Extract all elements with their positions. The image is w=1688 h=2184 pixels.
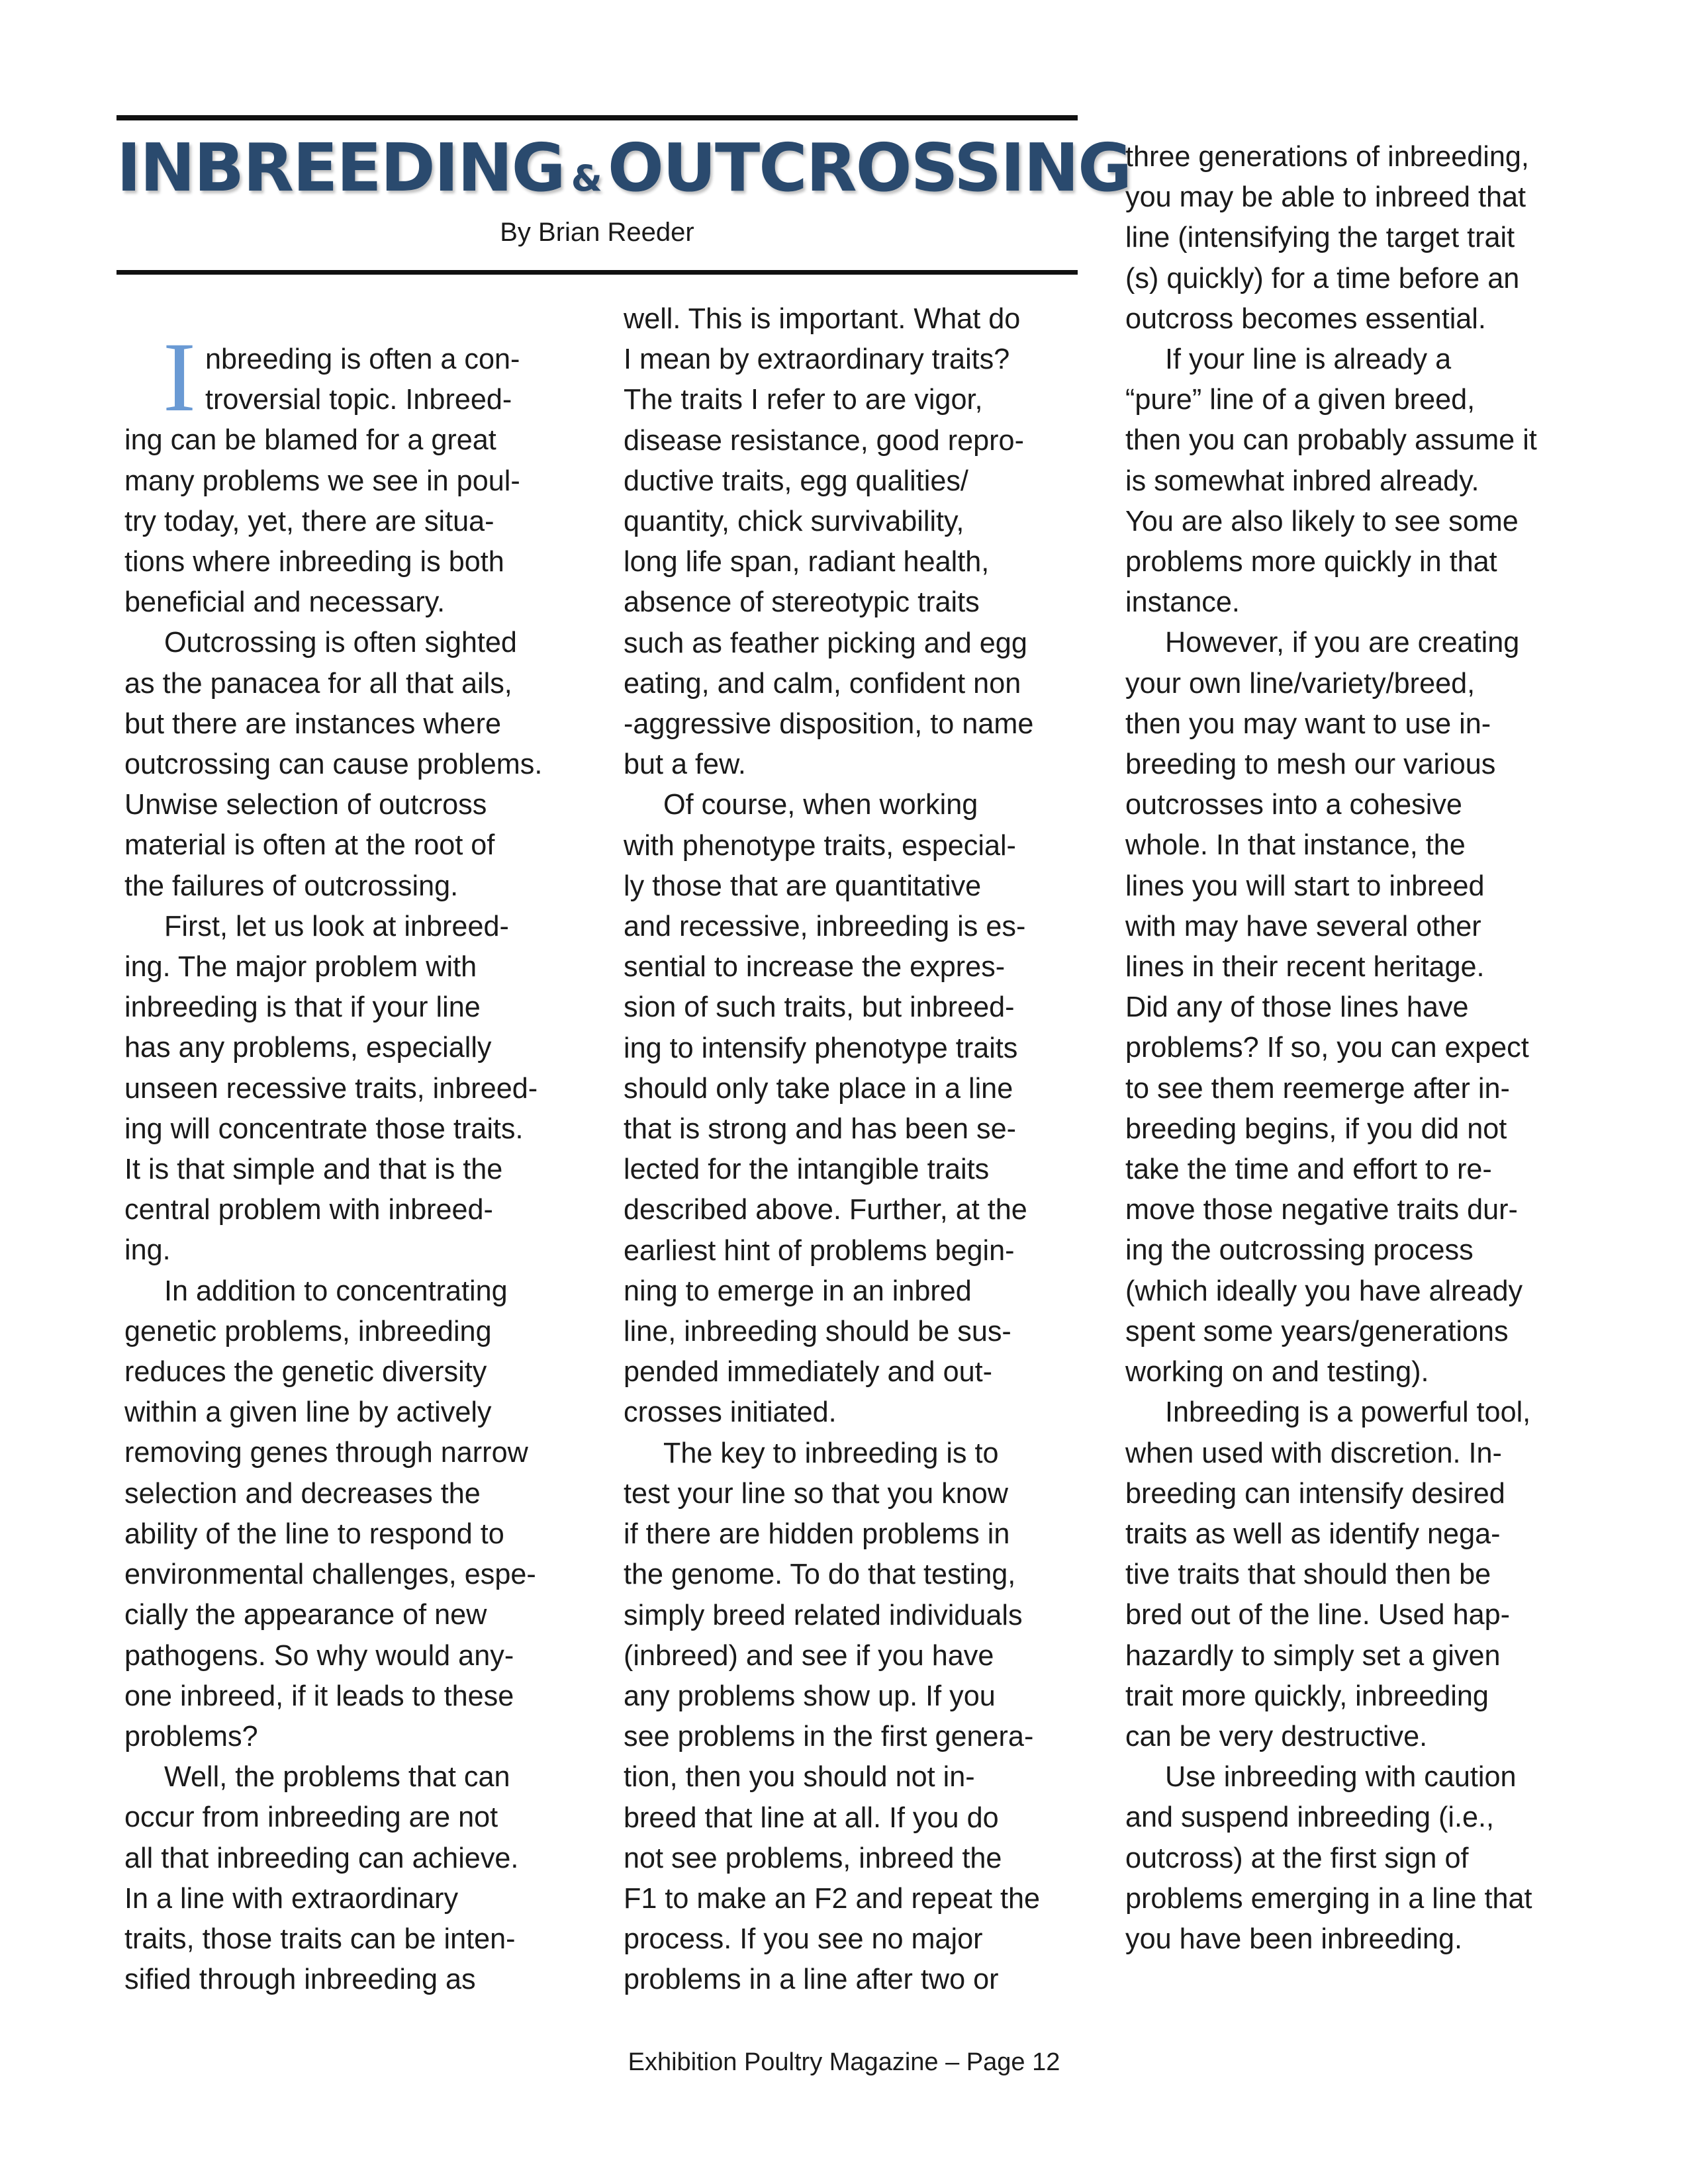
text-line: Outcrossing is often sighted	[164, 627, 517, 659]
text-line: (which ideally you have already	[1125, 1275, 1523, 1307]
text-line: lected for the intangible traits	[624, 1154, 990, 1186]
text-line: hazardly to simply set a given	[1125, 1639, 1501, 1672]
text-line: take the time and effort to re-	[1125, 1154, 1492, 1186]
text-line: However, if you are creating	[1165, 627, 1520, 659]
title-ampersand: &	[571, 158, 601, 199]
text-line: breeding to mesh our various	[1125, 749, 1496, 781]
text-line: The traits I refer to are vigor,	[624, 384, 983, 416]
text-line: the genome. To do that testing,	[624, 1559, 1016, 1591]
text-line: eating, and calm, confident non	[624, 667, 1021, 700]
text-line: ly those that are quantitative	[624, 870, 982, 902]
text-line: the failures of outcrossing.	[124, 870, 459, 902]
text-line: In addition to concentrating	[164, 1275, 508, 1307]
text-line: test your line so that you know	[624, 1477, 1008, 1510]
text-line: working on and testing).	[1125, 1356, 1429, 1388]
text-line: ing.	[124, 1234, 171, 1267]
text-line: sified through inbreeding as	[124, 1964, 476, 1996]
text-line: problems?	[124, 1720, 258, 1752]
text-line: First, let us look at inbreed-	[164, 910, 509, 942]
text-line: In a line with extraordinary	[124, 1882, 459, 1915]
text-line: see problems in the first genera-	[624, 1721, 1034, 1753]
text-line: Well, the problems that can	[164, 1761, 510, 1794]
text-line: problems? If so, you can expect	[1125, 1032, 1529, 1064]
text-line: process. If you see no major	[624, 1923, 983, 1956]
text-line: three generations of inbreeding,	[1125, 141, 1529, 173]
text-line: and suspend inbreeding (i.e.,	[1125, 1801, 1495, 1834]
column-3	[1125, 137, 1575, 1960]
text-line: long life span, radiant health,	[624, 546, 990, 578]
text-line: earliest hint of problems begin-	[624, 1234, 1015, 1267]
text-line: then you may want to use in-	[1125, 707, 1491, 740]
text-line: try today, yet, there are situa-	[124, 505, 494, 537]
text-line: to see them reemerge after in-	[1125, 1072, 1510, 1105]
text-line: beneficial and necessary.	[124, 586, 445, 619]
text-line: troversial topic. Inbreed-	[205, 384, 512, 416]
text-line: quantity, chick survivability,	[624, 506, 964, 538]
text-line: your own line/variety/breed,	[1125, 667, 1476, 700]
text-line: outcrosses into a cohesive	[1125, 789, 1462, 821]
text-line: tive traits that should then be	[1125, 1559, 1491, 1591]
text-line: you have been inbreeding.	[1125, 1923, 1463, 1955]
text-line: Did any of those lines have	[1125, 991, 1469, 1024]
text-line: is somewhat inbred already.	[1125, 465, 1479, 497]
text-line: material is often at the root of	[124, 829, 495, 862]
drop-cap: I	[163, 322, 196, 432]
text-line: breeding begins, if you did not	[1125, 1113, 1507, 1145]
title-rule-bottom	[117, 270, 1078, 275]
title-part-1: INBREEDING	[117, 129, 565, 206]
text-line: ability of the line to respond to	[124, 1518, 504, 1550]
text-line: unseen recessive traits, inbreed-	[124, 1072, 538, 1105]
text-line: but there are instances where	[124, 707, 501, 740]
text-line: pended immediately and out-	[624, 1356, 992, 1388]
text-line: sential to increase the expres-	[624, 951, 1006, 983]
text-line: described above. Further, at the	[624, 1194, 1027, 1226]
text-line: as the panacea for all that ails,	[124, 667, 512, 700]
text-line: central problem with inbreed-	[124, 1194, 493, 1226]
text-line: Of course, when working	[663, 789, 978, 821]
text-line: line, inbreeding should be sus-	[624, 1316, 1011, 1348]
title-part-2: OUTCROSSING	[607, 129, 1131, 206]
text-line: ing the outcrossing process	[1125, 1234, 1474, 1267]
text-line: trait more quickly, inbreeding	[1125, 1680, 1489, 1712]
text-line: any problems show up. If you	[624, 1680, 996, 1712]
text-line: tion, then you should not in-	[624, 1761, 975, 1794]
text-line: I mean by extraordinary traits?	[624, 343, 1010, 376]
text-line: genetic problems, inbreeding	[124, 1315, 492, 1347]
text-line: with may have several other	[1125, 910, 1481, 942]
text-line: ning to emerge in an inbred	[624, 1275, 972, 1307]
text-line: (inbreed) and see if you have	[624, 1639, 994, 1672]
text-line: occur from inbreeding are not	[124, 1801, 498, 1834]
text-line: outcross) at the first sign of	[1125, 1842, 1469, 1874]
text-line: sion of such traits, but inbreed-	[624, 991, 1015, 1024]
page-footer: Exhibition Poultry Magazine – Page 12	[628, 2048, 1060, 2076]
text-line: can be very destructive.	[1125, 1720, 1428, 1752]
text-line: outcrossing can cause problems.	[124, 749, 543, 781]
text-line: pathogens. So why would any-	[124, 1639, 514, 1672]
text-line: outcross becomes essential.	[1125, 302, 1486, 335]
text-line: whole. In that instance, the	[1125, 829, 1466, 862]
text-line: but a few.	[624, 749, 746, 781]
text-line: if there are hidden problems in	[624, 1518, 1010, 1551]
text-line: instance.	[1125, 586, 1240, 619]
text-line: disease resistance, good repro-	[624, 424, 1024, 457]
byline: By Brian Reeder	[500, 218, 694, 247]
text-line: within a given line by actively	[124, 1396, 492, 1429]
text-line: then you can probably assume it	[1125, 424, 1537, 457]
text-line: many problems we see in poul-	[124, 465, 520, 497]
text-line: when used with discretion. In-	[1125, 1437, 1502, 1469]
text-line: -aggressive disposition, to name	[624, 708, 1034, 741]
text-line: problems emerging in a line that	[1125, 1882, 1532, 1915]
text-line: not see problems, inbreed the	[624, 1842, 1002, 1874]
text-line: cially the appearance of new	[124, 1599, 487, 1631]
text-line: such as feather picking and egg	[624, 627, 1027, 659]
text-line: all that inbreeding can achieve.	[124, 1842, 519, 1874]
text-line: You are also likely to see some	[1125, 505, 1519, 537]
text-line: ductive traits, egg qualities/	[624, 465, 968, 497]
text-line: should only take place in a line	[624, 1072, 1013, 1105]
text-line: It is that simple and that is the	[124, 1154, 503, 1186]
text-line: that is strong and has been se-	[624, 1113, 1017, 1146]
text-line: ing to intensify phenotype traits	[624, 1032, 1018, 1064]
text-line: ing will concentrate those traits.	[124, 1113, 524, 1145]
text-line: nbreeding is often a con-	[205, 343, 520, 375]
text-line: If your line is already a	[1165, 343, 1452, 376]
text-line: ing can be blamed for a great	[124, 424, 496, 457]
text-line: The key to inbreeding is to	[663, 1437, 999, 1469]
text-line: you may be able to inbreed that	[1125, 181, 1526, 214]
text-line: well. This is important. What do	[624, 303, 1021, 335]
text-line: move those negative traits dur-	[1125, 1194, 1518, 1226]
text-line: inbreeding is that if your line	[124, 991, 481, 1024]
text-line: Use inbreeding with caution	[1165, 1761, 1517, 1794]
text-line: and recessive, inbreeding is es-	[624, 911, 1026, 943]
text-line: traits, those traits can be inten-	[124, 1923, 516, 1955]
text-line: removing genes through narrow	[124, 1437, 528, 1469]
text-line: lines you will start to inbreed	[1125, 870, 1485, 902]
text-line: reduces the genetic diversity	[124, 1356, 487, 1388]
text-line: tions where inbreeding is both	[124, 546, 504, 578]
text-line: absence of stereotypic traits	[624, 586, 980, 619]
text-line: line (intensifying the target trait	[1125, 222, 1515, 254]
text-line: Unwise selection of outcross	[124, 789, 487, 821]
text-line: lines in their recent heritage.	[1125, 951, 1485, 983]
text-line: traits as well as identify nega-	[1125, 1518, 1501, 1550]
text-line: problems more quickly in that	[1125, 546, 1497, 578]
article-title	[117, 126, 1131, 221]
text-line: selection and decreases the	[124, 1477, 481, 1510]
text-line: (s) quickly) for a time before an	[1125, 262, 1520, 295]
text-line: breed that line at all. If you do	[624, 1801, 999, 1834]
text-line: with phenotype traits, especial-	[624, 829, 1016, 862]
text-line: simply breed related individuals	[624, 1599, 1023, 1631]
title-rule-top	[117, 115, 1078, 120]
text-line: breeding can intensify desired	[1125, 1477, 1505, 1510]
text-line: Inbreeding is a powerful tool,	[1165, 1396, 1531, 1429]
text-line: ing. The major problem with	[124, 951, 477, 983]
column-1	[124, 340, 575, 2000]
column-2	[624, 299, 1074, 2001]
text-line: environmental challenges, espe-	[124, 1559, 536, 1591]
text-line: problems in a line after two or	[624, 1964, 999, 1996]
text-line: crosses initiated.	[624, 1396, 837, 1429]
text-line: F1 to make an F2 and repeat the	[624, 1882, 1041, 1915]
text-line: bred out of the line. Used hap-	[1125, 1599, 1511, 1631]
text-line: one inbreed, if it leads to these	[124, 1680, 514, 1712]
text-line: “pure” line of a given breed,	[1125, 384, 1476, 416]
text-line: has any problems, especially	[124, 1032, 492, 1064]
text-line: spent some years/generations	[1125, 1315, 1509, 1347]
